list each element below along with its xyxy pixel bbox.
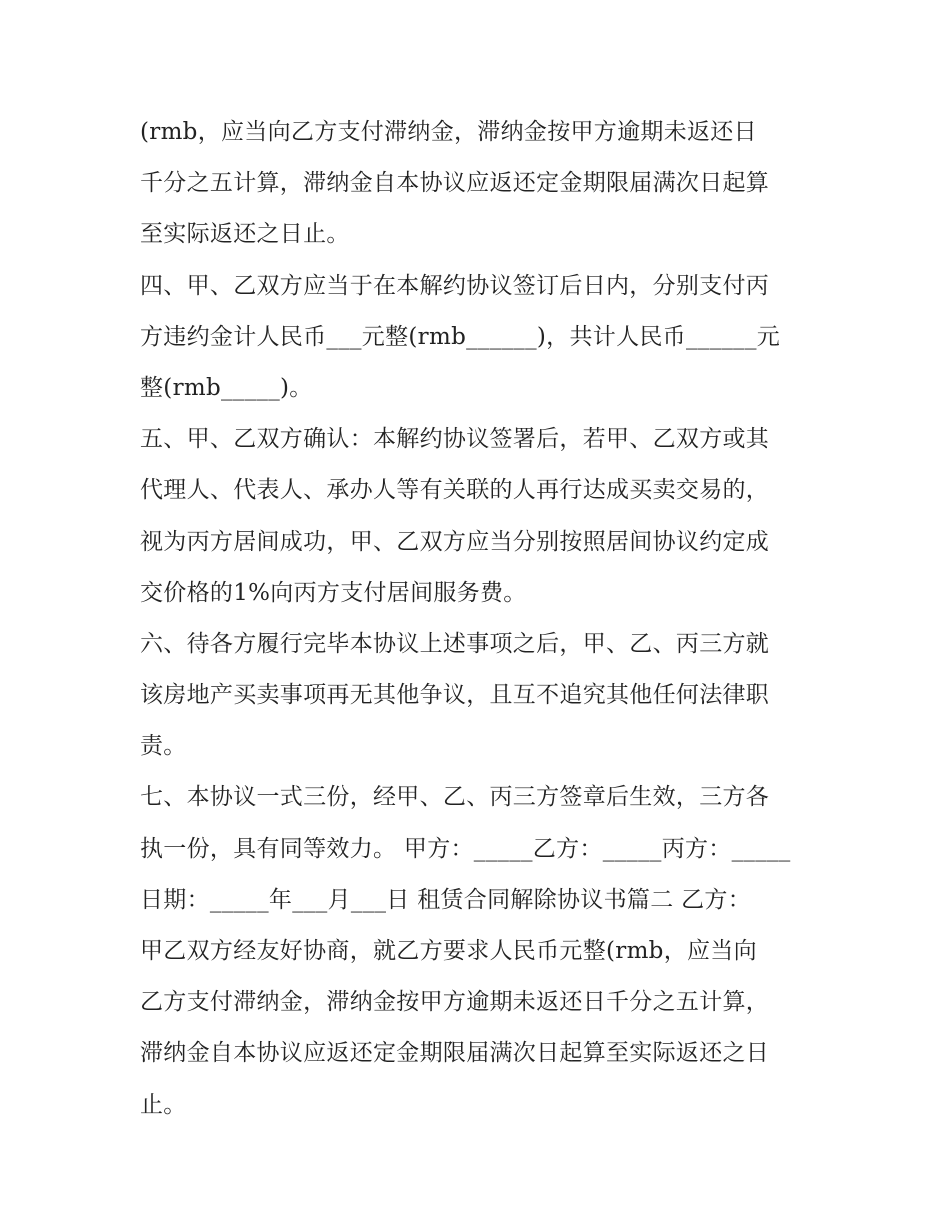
text-line: 六、待各方履行完毕本协议上述事项之后，甲、乙、丙三方就 [140,630,770,657]
text-line: 该房地产买卖事项再无其他争议，且互不追究其他任何法律职 [140,682,770,709]
text-line: 方违约金计人民币___元整(rmb______)，共计人民币______元 [140,323,781,350]
text-line: 交价格的1%向丙方支付居间服务费。 [140,579,527,606]
text-line: 代理人、代表人、承办人等有关联的人再行达成买卖交易的， [140,477,770,504]
text-line: 滞纳金自本协议应返还定金期限届满次日起算至实际返还之日 [140,1040,770,1067]
text-line: 千分之五计算，滞纳金自本协议应返还定金期限届满次日起算 [140,170,770,197]
text-line: 至实际返还之日止。 [140,221,350,248]
text-line: 甲乙双方经友好协商，就乙方要求人民币元整(rmb，应当向 [140,938,757,964]
text-line: 整(rmb_____)。 [140,374,313,401]
text-line: 五、甲、乙双方确认：本解约协议签署后，若甲、乙双方或其 [140,426,770,453]
text-line: (rmb，应当向乙方支付滞纳金，滞纳金按甲方逾期未返还日 [140,119,757,145]
text-line: 止。 [140,1091,187,1118]
text-line: 四、甲、乙双方应当于在本解约协议签订后日内，分别支付丙 [140,272,770,299]
text-line: 日期：_____年___月___日 租赁合同解除协议书篇二 乙方： [140,886,752,913]
document-body [140,107,820,1131]
text-line: 乙方支付滞纳金，滞纳金按甲方逾期未返还日千分之五计算， [140,989,770,1016]
text-line: 执一份，具有同等效力。 甲方：_____乙方：_____丙方：_____ [140,835,791,862]
text-line: 七、本协议一式三份，经甲、乙、丙三方签章后生效，三方各 [140,784,770,811]
text-line: 责。 [140,733,187,760]
text-line: 视为丙方居间成功，甲、乙双方应当分别按照居间协议约定成 [140,528,770,555]
